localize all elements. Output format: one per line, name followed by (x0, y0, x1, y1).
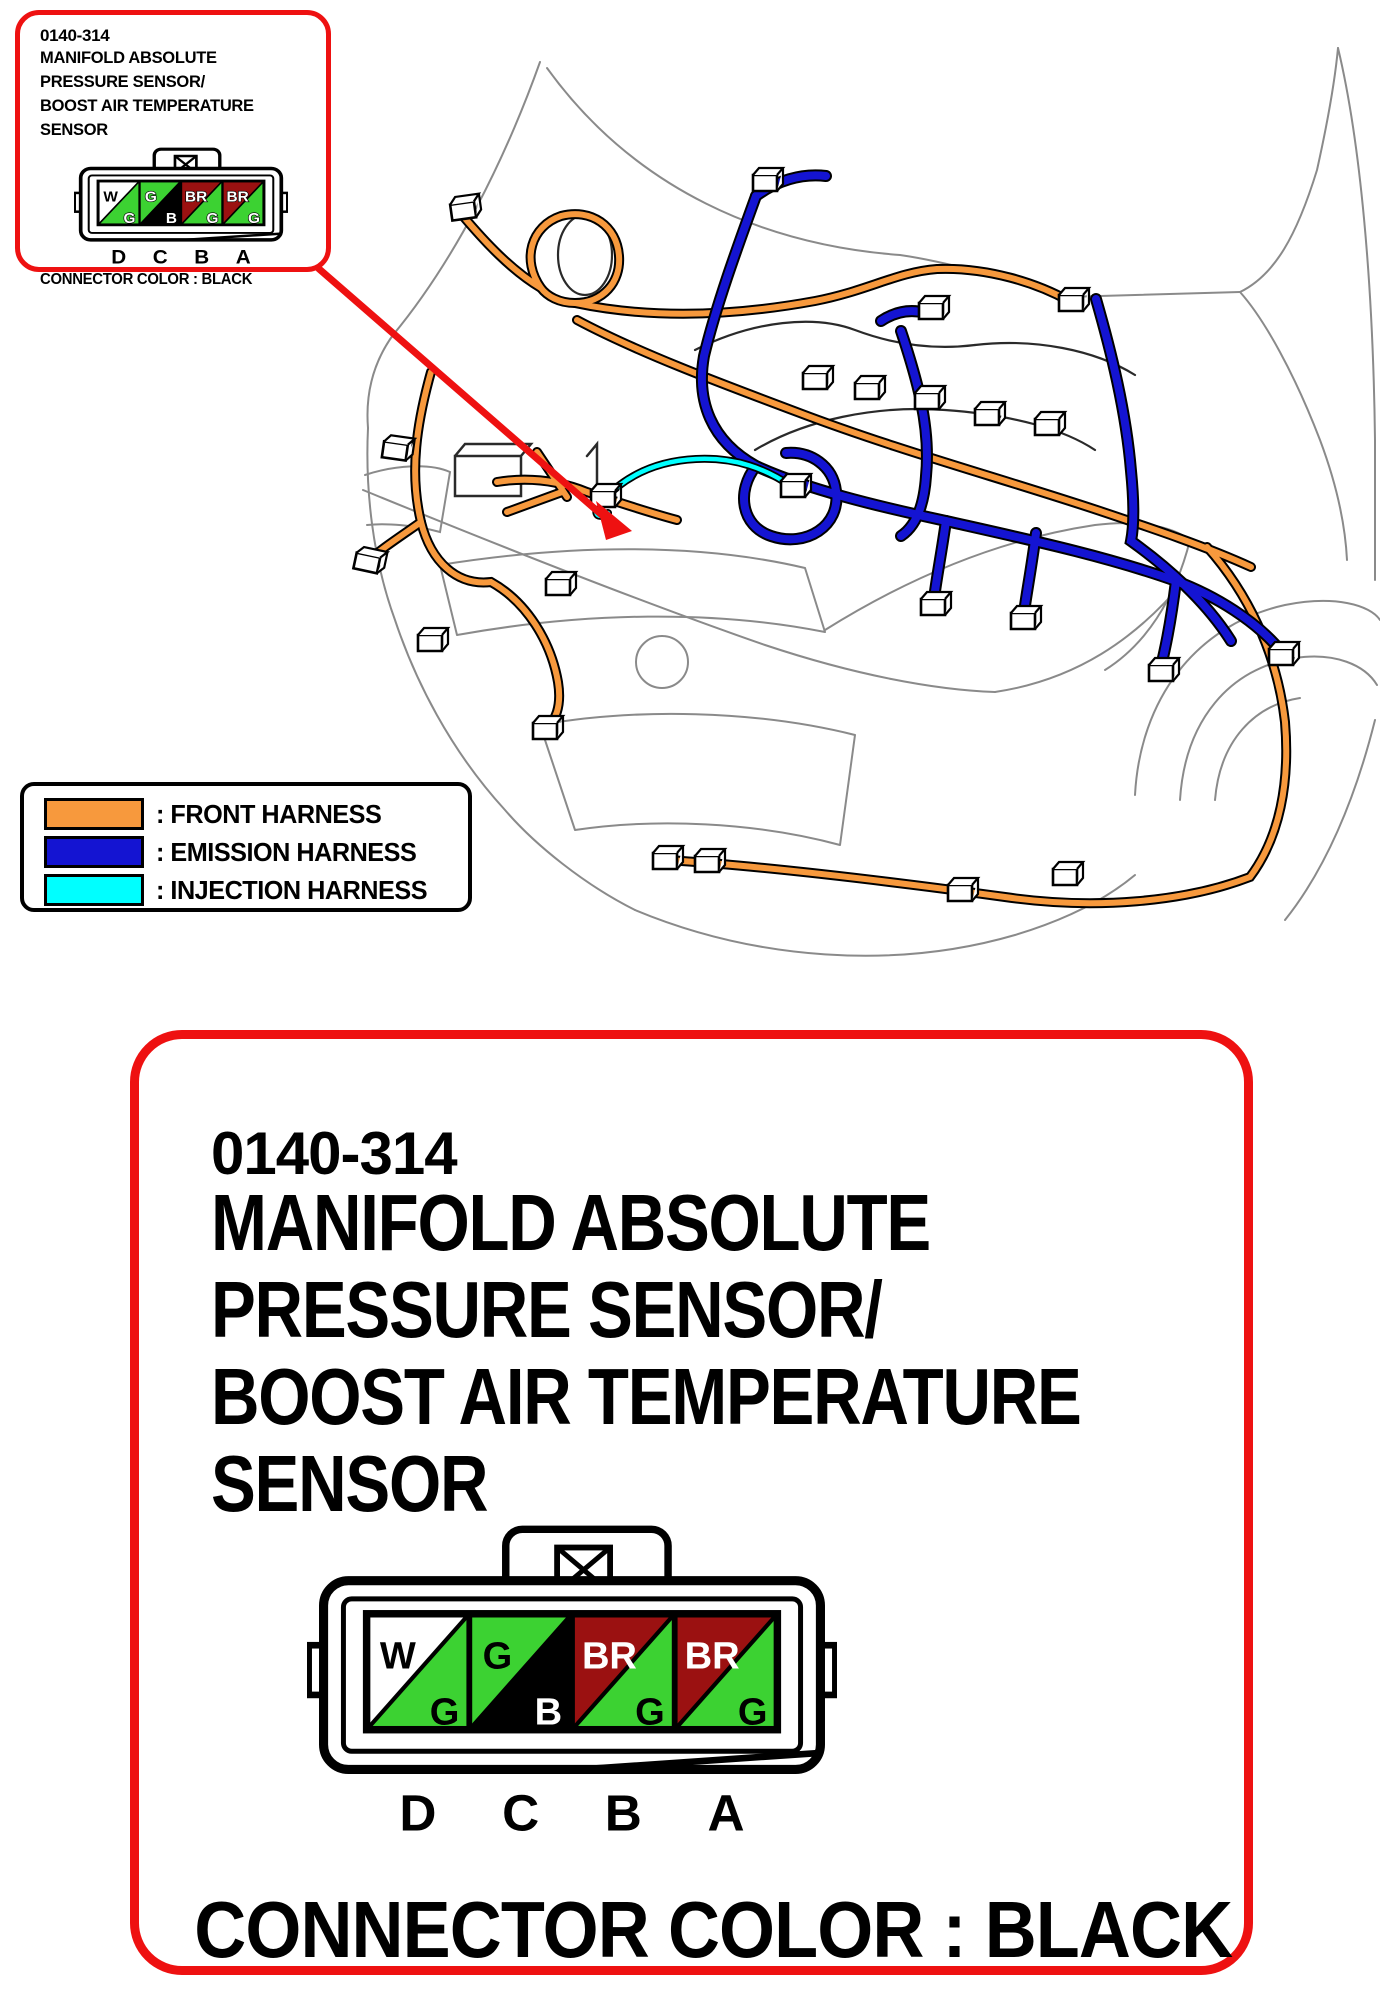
svg-text:G: G (206, 211, 219, 227)
svg-text:W: W (103, 190, 118, 206)
leader-line (300, 255, 645, 550)
connector-color-label-small: CONNECTOR COLOR : BLACK (40, 271, 253, 288)
sensor-callout-box (15, 10, 331, 288)
sensor-code-large: 0140-314 (211, 1120, 457, 1187)
injection-harness-swatch (44, 874, 144, 906)
svg-text:A: A (707, 1784, 745, 1842)
connector-pinout-small (74, 146, 288, 268)
harness-legend (20, 782, 472, 912)
sensor-name-line2: PRESSURE SENSOR/ (40, 72, 205, 91)
svg-text:G: G (123, 211, 136, 227)
svg-text:C: C (152, 247, 168, 268)
legend-item-front-harness (44, 797, 468, 831)
svg-text:A: A (235, 247, 251, 268)
svg-text:G: G (635, 1691, 665, 1734)
svg-text:BR: BR (684, 1635, 740, 1678)
svg-text:B: B (165, 211, 177, 227)
sensor-name-large-line3: BOOST AIR TEMPERATURE (211, 1352, 1081, 1441)
sensor-name-large-line2: PRESSURE SENSOR/ (211, 1265, 882, 1354)
svg-text:B: B (604, 1784, 642, 1842)
sensor-name-large-line4: SENSOR (211, 1439, 488, 1528)
svg-text:D: D (111, 247, 127, 268)
legend-item-injection-harness (44, 873, 468, 907)
legend-item-emission-harness (44, 835, 468, 869)
sensor-code: 0140-314 (40, 26, 110, 45)
svg-text:W: W (379, 1635, 416, 1678)
svg-text:G: G (247, 211, 260, 227)
svg-text:B: B (194, 247, 210, 268)
front-harness-swatch (44, 798, 144, 830)
connector-pinout-large (307, 1521, 837, 1844)
svg-text:G: G (144, 190, 157, 206)
sensor-name-line4: SENSOR (40, 120, 108, 139)
pin-letters-large (399, 1785, 744, 1842)
leader-arrow-tip (596, 501, 632, 540)
emission-harness-label: : EMISSION HARNESS (156, 836, 417, 867)
pin-cells-small (98, 181, 264, 227)
svg-text:G: G (737, 1691, 768, 1734)
svg-text:G: G (429, 1691, 460, 1734)
pin-letters-small (111, 247, 250, 268)
svg-text:BR: BR (185, 190, 208, 206)
sensor-name-line1: MANIFOLD ABSOLUTE (40, 48, 217, 67)
svg-text:BR: BR (581, 1635, 637, 1678)
front-harness-label: : FRONT HARNESS (156, 798, 382, 829)
injection-harness-label: : INJECTION HARNESS (156, 874, 428, 905)
sensor-name-large-line1: MANIFOLD ABSOLUTE (211, 1178, 930, 1267)
emission-harness-swatch (44, 836, 144, 868)
sensor-name-line3: BOOST AIR TEMPERATURE (40, 96, 254, 115)
sensor-detail-panel (130, 1030, 1253, 1975)
svg-text:G: G (482, 1635, 513, 1678)
svg-text:B: B (534, 1691, 563, 1734)
connector-color-label-large: CONNECTOR COLOR : BLACK (194, 1885, 1233, 1974)
svg-text:D: D (399, 1784, 437, 1842)
svg-text:C: C (502, 1784, 540, 1842)
svg-text:BR: BR (226, 190, 249, 206)
pin-cells-large (367, 1614, 778, 1734)
sensor-name-large (211, 1179, 1246, 1527)
